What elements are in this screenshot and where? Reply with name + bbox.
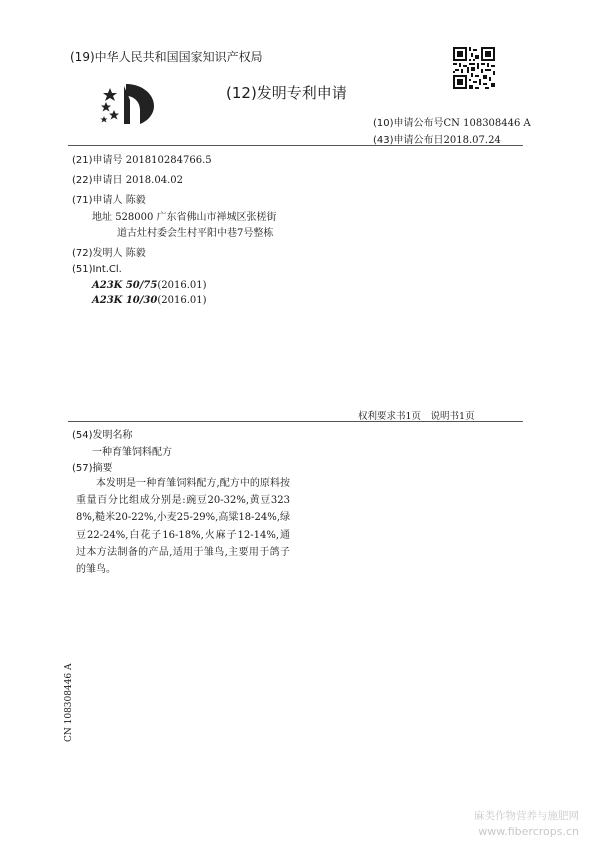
address-line-2: 道古灶村委会生村平阳中巷7号整栋: [117, 228, 274, 239]
application-date-value: 2018.04.02: [125, 175, 183, 186]
watermark: [449, 808, 579, 838]
abstract-label: (57)摘要: [72, 463, 113, 474]
header-divider: [68, 145, 523, 146]
inventor-value: 陈毅: [125, 248, 146, 259]
watermark-line-2: www.fibercrops.cn: [478, 825, 579, 838]
classification-edition: (2016.01): [157, 280, 207, 291]
classification-entry: [92, 280, 207, 291]
application-date: [72, 171, 183, 186]
office-name: (19)中华人民共和国国家知识产权局: [70, 50, 263, 64]
publication-date-value: 2018.07.24: [443, 135, 501, 146]
pages-divider: [68, 421, 523, 422]
publication-number-label: (10)申请公布号: [373, 118, 444, 129]
classification-code: A23K 50/75: [92, 280, 158, 291]
application-number: [72, 151, 212, 166]
abstract-text: 本发明是一种育雏饲料配方,配方中的原料按重量百分比组成分别是:豌豆20-32%,黄豆3238%,糙米20-22%,小麦25-29%,高粱18-24%,绿豆22-24%,白花子16-18%,火麻子12-14%,通过本方法制备的产品,适用于雏鸟,主要用于鸽子的雏鸟。: [76, 478, 290, 576]
application-number-label: (21)申请号: [72, 155, 123, 166]
classification-edition: (2016.01): [157, 295, 207, 306]
applicant-value: 陈毅: [125, 195, 146, 206]
applicant-label: (71)申请人: [72, 195, 123, 206]
address-line-1: 528000 广东省佛山市禅城区张槎街: [115, 212, 277, 223]
inventor: [72, 244, 146, 259]
cnipa-logo-icon: [96, 80, 158, 126]
title-label: (54)发明名称: [72, 430, 133, 441]
side-publication-number: CN 108308446 A: [64, 663, 74, 742]
publication-number-value: CN 108308446 A: [443, 118, 531, 129]
watermark-line-1: 麻类作物营养与施肥网: [474, 810, 579, 822]
inventor-label: (72)发明人: [72, 248, 123, 259]
classification-code: A23K 10/30: [92, 295, 158, 306]
publication-date: [373, 131, 501, 146]
application-date-label: (22)申请日: [72, 175, 123, 186]
publication-number: [373, 114, 531, 129]
address-label: 地址: [92, 212, 112, 223]
int-cl-label: (51)Int.Cl.: [72, 264, 122, 275]
classification-entry: [92, 295, 207, 306]
document-type: (12)发明专利申请: [226, 84, 347, 102]
qr-code-icon: [453, 47, 495, 89]
publication-date-label: (43)申请公布日: [373, 135, 444, 146]
invention-title: 一种育雏饲料配方: [92, 447, 172, 458]
pages-info: 权利要求书1页 说明书1页: [358, 411, 475, 422]
application-number-value: 201810284766.5: [125, 155, 212, 166]
applicant: [72, 191, 146, 206]
address: [92, 208, 277, 223]
